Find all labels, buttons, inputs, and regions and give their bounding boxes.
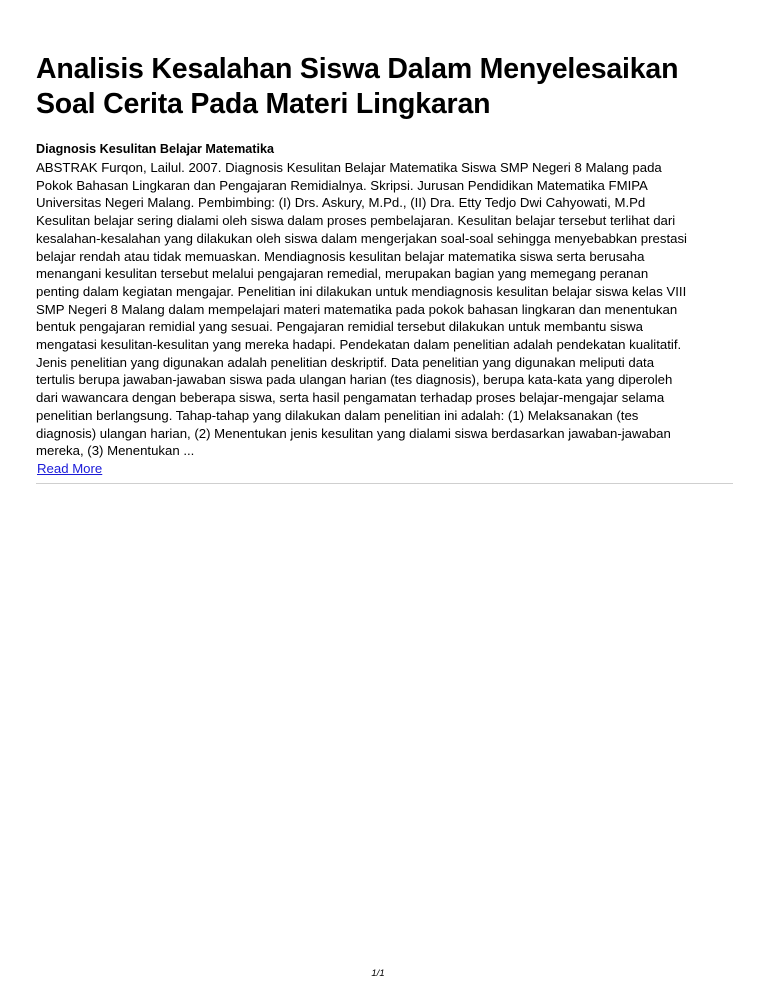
- page-title: Analisis Kesalahan Siswa Dalam Menyelesaikan Soal Cerita Pada Materi Lingkaran: [36, 53, 679, 120]
- article-subtitle: Diagnosis Kesulitan Belajar Matematika: [36, 142, 274, 156]
- article-divider: [36, 483, 733, 484]
- page-number: 1/1: [371, 968, 385, 979]
- article-abstract: ABSTRAK Furqon, Lailul. 2007. Diagnosis Kesulitan Belajar Matematika Siswa SMP Negeri 8 Malang pada Pokok Bahasan Lingkaran dan Pengajaran Remidialnya. Skripsi. Jurusan Pendidikan Matematika FMIPA Universitas Negeri Malang. Pembimbing: (I) Drs. Askury, M.Pd., (II) Dra. Etty Tedjo Dwi Cahyowati, M.Pd Kesulitan belajar sering dialami oleh siswa dalam proses pembelajaran. Kesulitan belajar tersebut terlihat dari kesalahan-kesalahan yang dilakukan oleh siswa dalam mengerjakan soal-soal sehingga menyebabkan prestasi belajar rendah atau tidak memuaskan. Mendiagnosis kesulitan belajar matematika siswa serta berusaha menangani kesulitan tersebut melalui pengajaran remedial, merupakan bagian yang memegang peranan penting dalam kegiatan mengajar. Penelitian ini dilakukan untuk mendiagnosis kesulitan belajar siswa kelas VIII SMP Negeri 8 Malang dalam mempelajari materi matematika pada pokok bahasan lingkaran dan menentukan bentuk pengajaran remidial yang sesuai. Pengajaran remidial tersebut dilakukan untuk membantu siswa mengatasi kesulitan-kesulitan yang mereka hadapi. Pendekatan dalam penelitian adalah pendekatan kualitatif. Jenis penelitian yang digunakan adalah penelitian deskriptif. Data penelitian yang digunakan meliputi data tertulis berupa jawaban-jawaban siswa pada ulangan harian (tes diagnosis), berupa kata-kata yang diperoleh dari wawancara dengan beberapa siswa, serta hasil pengamatan terhadap proses belajar-mengajar selama penelitian berlangsung. Tahap-tahap yang dilakukan dalam penelitian ini adalah: (1) Melaksanakan (tes diagnosis) ulangan harian, (2) Menentukan jenis kesulitan yang dialami siswa berdasarkan jawaban-jawaban mereka, (3) Menentukan ...: [36, 160, 687, 459]
- read-more-link[interactable]: Read More: [37, 460, 103, 476]
- article-entry: [36, 141, 736, 478]
